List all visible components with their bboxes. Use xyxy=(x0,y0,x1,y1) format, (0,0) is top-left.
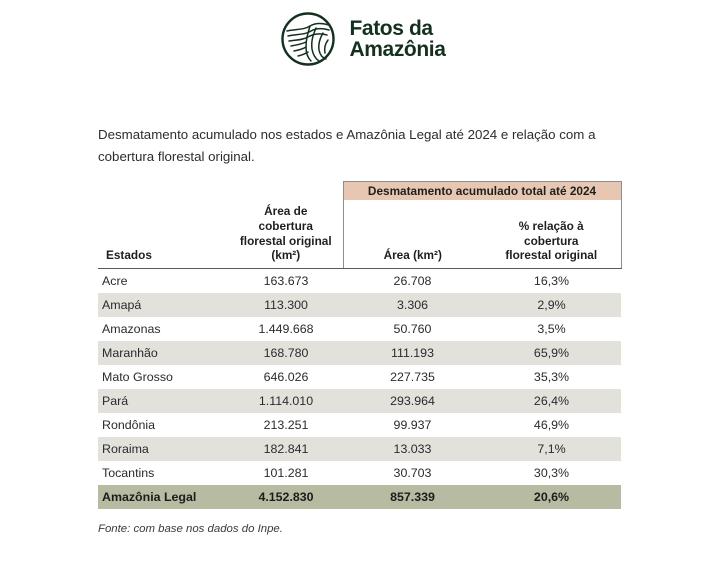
cell-percent: 3,5% xyxy=(482,317,621,341)
table-total-row xyxy=(98,485,621,509)
column-header-cobertura-line2: florestal original (km²) xyxy=(239,233,332,263)
cell-estado: Amazonas xyxy=(98,317,229,341)
column-header-row xyxy=(98,200,621,268)
column-header-percent-line2: florestal original xyxy=(505,248,598,263)
deforestation-table xyxy=(98,181,622,509)
group-header-spacer xyxy=(98,182,229,201)
table-row xyxy=(98,317,621,341)
column-header-area: Área (km²) xyxy=(343,200,482,268)
cell-cobertura: 182.841 xyxy=(229,437,343,461)
cell-area: 227.735 xyxy=(343,365,482,389)
table-container xyxy=(0,181,725,509)
cell-estado: Amapá xyxy=(98,293,229,317)
cell-estado: Rondônia xyxy=(98,413,229,437)
cell-area: 30.703 xyxy=(343,461,482,485)
column-header-estados: Estados xyxy=(98,200,229,268)
cell-percent: 46,9% xyxy=(482,413,621,437)
column-header-cobertura xyxy=(229,200,343,268)
source-note: Fonte: com base nos dados do Inpe. xyxy=(98,523,283,535)
cell-total-cobertura: 4.152.830 xyxy=(229,485,343,509)
cell-cobertura: 213.251 xyxy=(229,413,343,437)
group-header-label: Desmatamento acumulado total até 2024 xyxy=(343,182,621,201)
cell-total-percent: 20,6% xyxy=(482,485,621,509)
table-row xyxy=(98,341,621,365)
cell-percent: 7,1% xyxy=(482,437,621,461)
cell-cobertura: 168.780 xyxy=(229,341,343,365)
cell-cobertura: 163.673 xyxy=(229,269,343,294)
group-header-spacer xyxy=(229,182,343,201)
cell-estado: Maranhão xyxy=(98,341,229,365)
table-row xyxy=(98,365,621,389)
cell-estado: Roraima xyxy=(98,437,229,461)
cell-percent: 30,3% xyxy=(482,461,621,485)
cell-area: 293.964 xyxy=(343,389,482,413)
cell-percent: 65,9% xyxy=(482,341,621,365)
column-header-cobertura-line1: Área de cobertura xyxy=(258,204,313,233)
brand-name-line2: Amazônia xyxy=(349,38,446,61)
cell-total-area: 857.339 xyxy=(343,485,482,509)
chart-description: Desmatamento acumulado nos estados e Amazônia Legal até 2024 e relação com a cobertura florestal original. xyxy=(98,127,596,164)
table-row xyxy=(98,293,621,317)
cell-cobertura: 646.026 xyxy=(229,365,343,389)
cell-estado: Tocantins xyxy=(98,461,229,485)
cell-area: 50.760 xyxy=(343,317,482,341)
cell-cobertura: 1.449.668 xyxy=(229,317,343,341)
table-row xyxy=(98,461,621,485)
cell-area: 13.033 xyxy=(343,437,482,461)
cell-estado: Mato Grosso xyxy=(98,365,229,389)
brand-name xyxy=(350,18,446,61)
column-header-percent xyxy=(482,200,621,268)
cell-percent: 35,3% xyxy=(482,365,621,389)
table-row xyxy=(98,437,621,461)
table-body xyxy=(98,269,621,510)
cell-area: 3.306 xyxy=(343,293,482,317)
cell-total-label: Amazônia Legal xyxy=(98,485,229,509)
cell-cobertura: 113.300 xyxy=(229,293,343,317)
table-header xyxy=(98,182,621,269)
table-row xyxy=(98,269,621,294)
cell-cobertura: 1.114.010 xyxy=(229,389,343,413)
column-header-percent-line1: % relação à cobertura xyxy=(518,218,584,248)
cell-area: 111.193 xyxy=(343,341,482,365)
table-row xyxy=(98,413,621,437)
table-row xyxy=(98,389,621,413)
amazon-river-circle-logo-icon xyxy=(280,11,336,67)
cell-area: 26.708 xyxy=(343,269,482,294)
cell-percent: 16,3% xyxy=(482,269,621,294)
cell-percent: 2,9% xyxy=(482,293,621,317)
group-header-row xyxy=(98,182,621,201)
cell-cobertura: 101.281 xyxy=(229,461,343,485)
cell-estado: Pará xyxy=(98,389,229,413)
cell-estado: Acre xyxy=(98,269,229,294)
brand-header xyxy=(0,0,725,62)
brand-name-line1: Fatos da xyxy=(349,16,433,40)
cell-area: 99.937 xyxy=(343,413,482,437)
cell-percent: 26,4% xyxy=(482,389,621,413)
